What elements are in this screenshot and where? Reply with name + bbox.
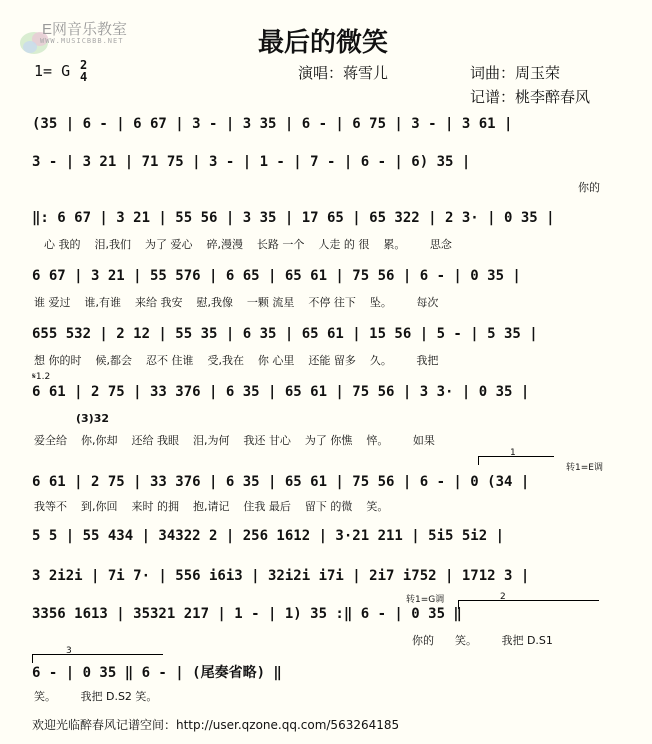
- lyrics-line-5: 想 你的时 候,都会 忍不 住谁 受,我在 你 心里 还能 留多 久。 我把: [34, 354, 439, 367]
- song-title: 最后的微笑: [258, 28, 389, 58]
- key-change-e: 转1=E调: [566, 463, 603, 473]
- score-line-11: 6 - | 0 35 ‖ 6 - | (尾奏省略) ‖: [32, 665, 282, 681]
- site-url: WWW.MUSICBBB.NET: [40, 37, 124, 45]
- score-line-1: (35 | 6 - | 6 67 | 3 - | 3 35 | 6 - | 6 75 | 3 - | 3 61 |: [32, 116, 513, 132]
- volta-2-label: 2: [500, 592, 506, 602]
- score-line-3: ‖: 6 67 | 3 21 | 55 56 | 3 35 | 17 65 | 65 322 | 2 3· | 0 35 |: [32, 210, 555, 226]
- score-line-5: 655 532 | 2 12 | 55 35 | 6 35 | 65 61 | 15 56 | 5 - | 5 35 |: [32, 326, 538, 342]
- lyrics-line-2: 你的: [578, 181, 600, 194]
- transcriber: 记谱：桃李醉春风: [470, 88, 591, 106]
- lyrics-line-6: 爱全给 你,你却 还给 我眼 泪,为何 我还 甘心 为了 你憔 悴。 如果: [34, 434, 435, 447]
- time-sig-bottom: 4: [80, 70, 88, 84]
- score-line-8: 5 5 | 55 434 | 34322 2 | 256 1612 | 3·21 211 | 5i5 5i2 |: [32, 528, 505, 544]
- score-line-4: 6 67 | 3 21 | 55 576 | 6 65 | 65 61 | 75 56 | 6 - | 0 35 |: [32, 268, 521, 284]
- logo-text: E网音乐教室: [42, 21, 128, 38]
- volta-1-label: 1: [510, 448, 516, 458]
- lyrics-line-3: 心 我的 泪,我们 为了 爱心 碎,漫漫 长路 一个 人走 的 很 累。 思念: [44, 238, 452, 251]
- volta-bracket-2: [458, 600, 599, 609]
- time-sig-top: 2: [80, 58, 88, 72]
- singer: 演唱：蒋雪儿: [298, 64, 389, 82]
- lyrics-line-10: 你的 笑。 我把 D.S1: [412, 634, 553, 647]
- key-signature: 1= G: [34, 62, 71, 80]
- footer-text: 欢迎光临醉春风记谱空间：http://user.qzone.qq.com/563264185: [32, 718, 400, 732]
- score-line-7: 6 61 | 2 75 | 33 376 | 6 35 | 65 61 | 75 56 | 6 - | 0 (34 |: [32, 474, 530, 490]
- score-line-9: 3 2i2i | 7i 7· | 556 i6i3 | 32i2i i7i | 2i7 i752 | 1712 3 |: [32, 568, 530, 584]
- segno-mark: 𝄋1.2: [32, 372, 51, 382]
- score-line-10: 3356 1613 | 35321 217 | 1 - | 1) 35 :‖ 6 - | 0 35 ‖: [32, 606, 462, 622]
- lyrics-line-4: 谁 爱过 谁,有谁 来给 我安 慰,我像 一颗 流星 不停 往下 坠。 每次: [34, 296, 439, 309]
- alt-note: (3)32: [76, 412, 110, 425]
- logo-icon: [8, 10, 44, 40]
- lyrics-line-7: 我等不 到,你回 来时 的拥 抱,请记 住我 最后 留下 的微 笑。: [34, 500, 389, 513]
- composer: 词曲：周玉荣: [470, 64, 561, 82]
- volta-bracket-1: [478, 456, 554, 465]
- key-change-g: 转1=G调: [406, 595, 445, 605]
- score-line-6: 6 61 | 2 75 | 33 376 | 6 35 | 65 61 | 75 56 | 3 3· | 0 35 |: [32, 384, 530, 400]
- volta-3-label: 3: [66, 646, 72, 656]
- score-line-2: 3 - | 3 21 | 71 75 | 3 - | 1 - | 7 - | 6 - | 6) 35 |: [32, 154, 471, 170]
- lyrics-line-11: 笑。 我把 D.S2 笑。: [34, 690, 158, 703]
